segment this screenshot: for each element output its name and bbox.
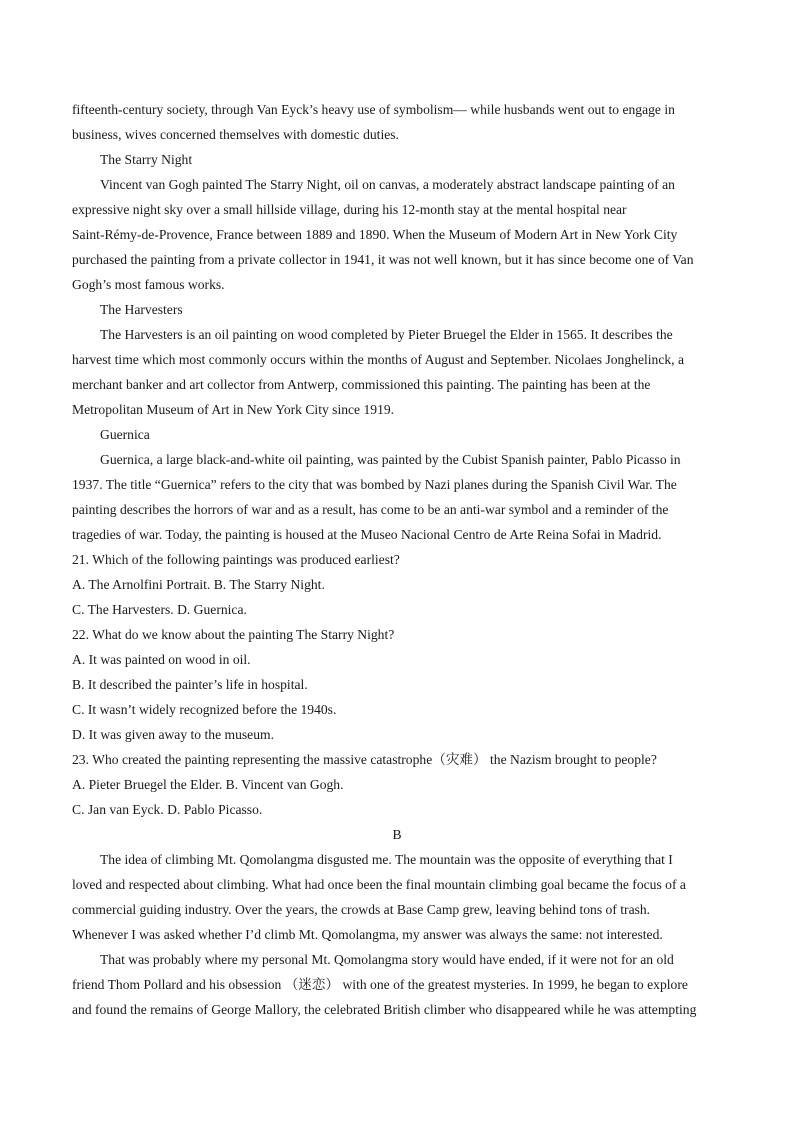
text-line: C. Jan van Eyck. D. Pablo Picasso.: [72, 802, 263, 817]
text-line: The Harvesters: [100, 302, 183, 317]
text-line: 1937. The title “Guernica” refers to the city that was bombed by Nazi planes during the Spanish Civil War. The: [72, 477, 677, 492]
text-line: A. It was painted on wood in oil.: [72, 652, 251, 667]
section-heading: B: [392, 827, 402, 842]
text-line: 22. What do we know about the painting The Starry Night?: [72, 627, 395, 642]
text-line: Guernica, a large black-and-white oil painting, was painted by the Cubist Spanish painter, Pablo Picasso in: [100, 452, 681, 467]
text-line: 23. Who created the painting representing the massive catastrophe（灾难） the Nazism brought to people?: [72, 752, 657, 767]
text-line: C. It wasn’t widely recognized before the 1940s.: [72, 702, 337, 717]
text-line: D. It was given away to the museum.: [72, 727, 274, 742]
text-line: B. It described the painter’s life in hospital.: [72, 677, 308, 692]
text-line: fifteenth-century society, through Van Eyck’s heavy use of symbolism— while husbands went out to engage in: [72, 102, 675, 117]
text-line: The Starry Night: [100, 152, 193, 167]
text-line: C. The Harvesters. D. Guernica.: [72, 602, 247, 617]
text-line: expressive night sky over a small hillside village, during his 12-month stay at the mental hospital near: [72, 202, 627, 217]
text-line: Guernica: [100, 427, 150, 442]
text-line: commercial guiding industry. Over the years, the crowds at Base Camp grew, leaving behind tons of trash.: [72, 902, 651, 917]
text-line: tragedies of war. Today, the painting is housed at the Museo Nacional Centro de Arte Reina Sofai in Madrid.: [72, 527, 662, 542]
text-line: Metropolitan Museum of Art in New York City since 1919.: [72, 402, 395, 417]
text-line: and found the remains of George Mallory, the celebrated British climber who disappeared while he was attempting: [72, 1002, 697, 1017]
text-line: business, wives concerned themselves with domestic duties.: [72, 127, 399, 142]
text-line: painting describes the horrors of war and as a result, has come to be an anti-war symbol and a reminder of the: [72, 502, 669, 517]
text-line: The Harvesters is an oil painting on wood completed by Pieter Bruegel the Elder in 1565. It describes the: [100, 327, 673, 342]
text-line: A. Pieter Bruegel the Elder. B. Vincent van Gogh.: [72, 777, 344, 792]
text-line: The idea of climbing Mt. Qomolangma disgusted me. The mountain was the opposite of everything that I: [100, 852, 673, 867]
text-line: friend Thom Pollard and his obsession （迷恋） with one of the greatest mysteries. In 1999, he began to explore: [72, 977, 688, 992]
text-line: A. The Arnolfini Portrait. B. The Starry Night.: [72, 577, 325, 592]
text-line: That was probably where my personal Mt. Qomolangma story would have ended, if it were not for an old: [100, 952, 674, 967]
text-line: 21. Which of the following paintings was produced earliest?: [72, 552, 400, 567]
text-line: purchased the painting from a private collector in 1941, it was not well known, but it has since become one of Van: [72, 252, 694, 267]
text-line: harvest time which most commonly occurs within the months of August and September. Nicolaes Jonghelinck, a: [72, 352, 684, 367]
document-body: [72, 97, 722, 1022]
text-line: Whenever I was asked whether I’d climb Mt. Qomolangma, my answer was always the same: not interested.: [72, 927, 663, 942]
text-line: merchant banker and art collector from Antwerp, commissioned this painting. The painting has been at the: [72, 377, 651, 392]
text-line: loved and respected about climbing. What had once been the final mountain climbing goal became the focus of a: [72, 877, 686, 892]
text-line: Vincent van Gogh painted The Starry Night, oil on canvas, a moderately abstract landscape painting of an: [100, 177, 675, 192]
text-line: Gogh’s most famous works.: [72, 277, 225, 292]
text-line: Saint-Rémy-de-Provence, France between 1889 and 1890. When the Museum of Modern Art in New York City: [72, 227, 678, 242]
